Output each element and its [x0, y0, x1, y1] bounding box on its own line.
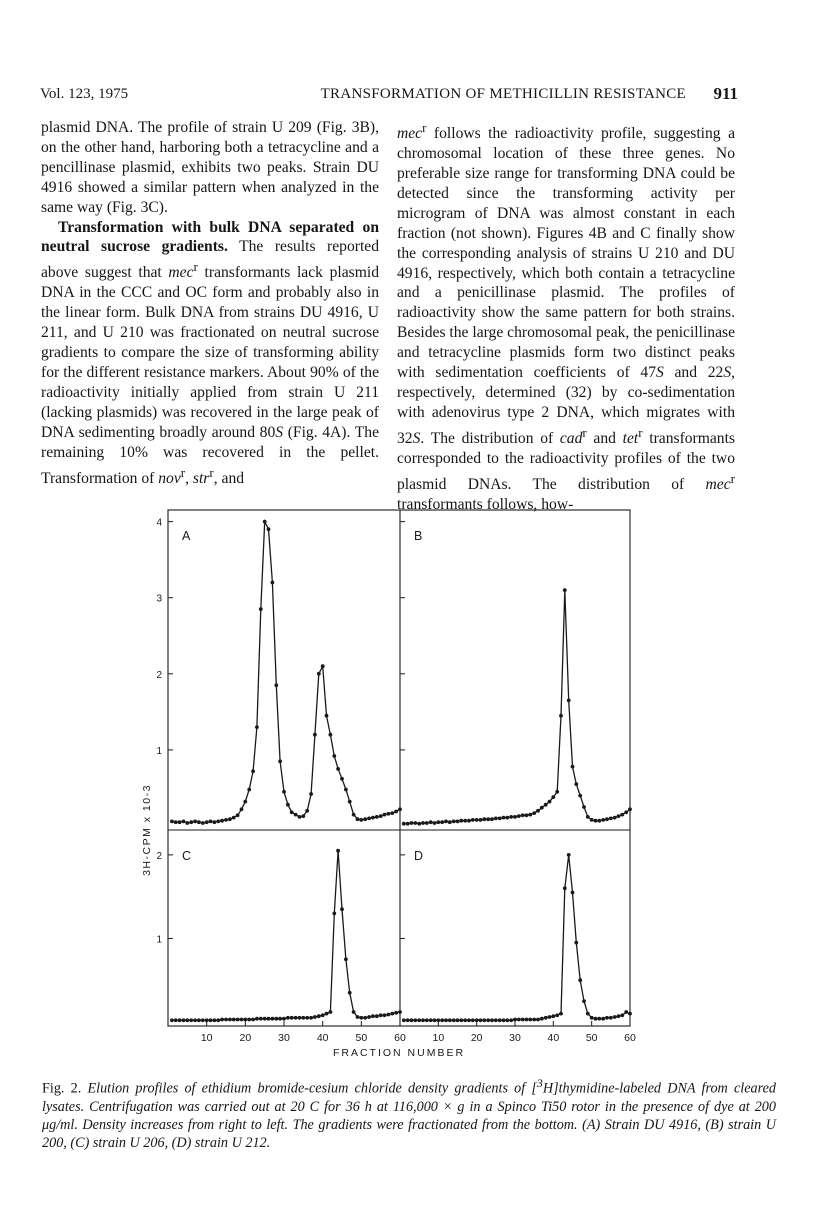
data-point	[325, 1012, 329, 1016]
x-tick-label: 50	[355, 1032, 368, 1044]
series-line-C	[172, 851, 400, 1021]
data-point	[278, 1017, 282, 1021]
data-point	[232, 1018, 236, 1022]
x-tick-label: 10	[432, 1032, 445, 1044]
data-point	[425, 1018, 429, 1022]
x-tick-label: 50	[585, 1032, 598, 1044]
data-point	[567, 853, 571, 857]
data-point	[189, 820, 193, 824]
y-tick-label: 2	[156, 850, 162, 862]
data-point	[185, 821, 189, 825]
data-point	[259, 607, 263, 611]
x-tick-label: 20	[239, 1032, 252, 1044]
data-point	[390, 1012, 394, 1016]
data-point	[567, 699, 571, 703]
data-point	[286, 1016, 290, 1020]
data-point	[348, 991, 352, 995]
data-point	[240, 1018, 244, 1022]
data-point	[540, 806, 544, 810]
data-point	[452, 820, 456, 824]
data-point	[559, 714, 563, 718]
panel-label: B	[414, 529, 423, 543]
data-point	[274, 1017, 278, 1021]
data-point	[594, 819, 598, 823]
data-point	[544, 1016, 548, 1020]
x-tick-label: 30	[509, 1032, 521, 1044]
data-point	[387, 1013, 391, 1017]
data-point	[548, 1015, 552, 1019]
data-point	[620, 813, 624, 817]
data-point	[555, 790, 559, 794]
data-point	[609, 1016, 613, 1020]
data-point	[505, 1018, 509, 1022]
data-point	[394, 810, 398, 814]
data-point	[359, 1016, 363, 1020]
data-point	[267, 1017, 271, 1021]
data-point	[305, 1016, 309, 1020]
data-point	[613, 1015, 617, 1019]
data-point	[213, 820, 217, 824]
data-point	[517, 1018, 521, 1022]
data-point	[367, 817, 371, 821]
data-point	[433, 821, 437, 825]
data-point	[220, 819, 224, 823]
data-point	[440, 1018, 444, 1022]
data-point	[352, 813, 356, 817]
data-point	[371, 1014, 375, 1018]
data-point	[532, 1018, 536, 1022]
data-point	[494, 1018, 498, 1022]
data-point	[247, 1018, 251, 1022]
data-point	[494, 817, 498, 821]
right-column	[397, 118, 735, 515]
data-point	[571, 765, 575, 769]
data-point	[243, 1018, 247, 1022]
panel-label: A	[182, 529, 191, 543]
data-point	[251, 1018, 255, 1022]
data-point	[170, 820, 174, 824]
data-point	[597, 819, 601, 823]
data-point	[232, 816, 236, 820]
data-point	[371, 816, 375, 820]
data-point	[340, 777, 344, 781]
data-point	[421, 821, 425, 825]
data-point	[375, 1014, 379, 1018]
data-point	[425, 821, 429, 825]
data-point	[628, 1012, 632, 1016]
data-point	[521, 1018, 525, 1022]
data-point	[305, 809, 309, 813]
data-point	[209, 820, 213, 824]
data-point	[182, 1018, 186, 1022]
data-point	[216, 820, 220, 824]
data-point	[294, 1016, 298, 1020]
data-point	[590, 1016, 594, 1020]
data-point	[329, 733, 333, 737]
data-point	[574, 782, 578, 786]
data-point	[471, 818, 475, 822]
data-point	[597, 1017, 601, 1021]
data-point	[201, 821, 205, 825]
data-point	[340, 907, 344, 911]
data-point	[390, 811, 394, 815]
data-point	[367, 1015, 371, 1019]
data-point	[290, 810, 294, 814]
data-point	[574, 941, 578, 945]
data-point	[513, 1018, 517, 1022]
data-point	[309, 792, 313, 796]
data-point	[482, 817, 486, 821]
data-point	[309, 1016, 313, 1020]
data-point	[383, 813, 387, 817]
data-point	[617, 1014, 621, 1018]
paragraph-continuation: plasmid DNA. The profile of strain U 209 (Fig. 3B), on the other hand, harboring both a tetracycline and a pencillinase plasmid, exhibits two peaks. Strain DU 4916 showed a similar pattern when analyzed in the same way (Fig. 3C).	[41, 119, 379, 216]
data-point	[298, 1016, 302, 1020]
data-point	[205, 1018, 209, 1022]
data-point	[336, 767, 340, 771]
data-point	[417, 822, 421, 826]
data-point	[410, 821, 414, 825]
journal-volume: Vol. 123, 1975	[40, 86, 129, 102]
data-point	[174, 1018, 178, 1022]
data-point	[521, 813, 525, 817]
data-point	[413, 821, 417, 825]
data-point	[228, 1018, 232, 1022]
data-point	[479, 818, 483, 822]
data-point	[594, 1017, 598, 1021]
data-point	[329, 1010, 333, 1014]
y-tick-label: 2	[156, 669, 162, 681]
data-point	[247, 788, 251, 792]
paragraph-right: mec$^r$ follows the radioactivity profile, suggesting a chromosomal location of these three genes. No preferable size range for transforming DNA could be detected since the transforming activity per microgram of DNA was almost constant in each fraction (not shown). Figures 4B and C finally show the corresponding analysis of strains U 210 and DU 4916, respectively, which both contain a tetracycline and a penicillinase plasmid. The profiles of radioactivity show the same pattern for both strains. Besides the large chromosomal peak, the penicillinase and tetracycline plasmids form two distinct peaks with sedimentation coefficients of 47S and 22S, respectively, determined (32) by co-sedimentation with adenovirus type 2 DNA, which migrates with 32S. The distribution of cad$^r$ and tet$^r$ transformants corresponded to the radioactivity profiles of the two plasmid DNAs. The distribution of mec$^r$ transformants follows, how-	[397, 120, 736, 513]
plot-frame	[168, 510, 630, 1026]
series-line-B	[404, 590, 630, 824]
y-axis-title: 3H-CPM x 10-3	[141, 784, 153, 876]
data-point	[255, 725, 259, 729]
data-point	[490, 1018, 494, 1022]
section-heading: Transformation with bulk DNA separated on neutral sucrose gradients.	[41, 218, 379, 256]
data-point	[406, 1018, 410, 1022]
data-point	[459, 819, 463, 823]
data-point	[490, 817, 494, 821]
data-point	[193, 1018, 197, 1022]
data-point	[259, 1017, 263, 1021]
data-point	[379, 814, 383, 818]
data-point	[628, 807, 632, 811]
data-point	[344, 957, 348, 961]
figure-2	[130, 505, 650, 1065]
data-point	[402, 1018, 406, 1022]
data-point	[463, 819, 467, 823]
data-point	[321, 1013, 325, 1017]
y-tick-label: 1	[156, 934, 162, 946]
data-point	[359, 818, 363, 822]
data-point	[456, 820, 460, 824]
data-point	[436, 820, 440, 824]
data-point	[406, 822, 410, 826]
data-point	[417, 1018, 421, 1022]
data-point	[332, 754, 336, 758]
data-point	[282, 1017, 286, 1021]
data-point	[467, 1018, 471, 1022]
data-point	[197, 1018, 201, 1022]
data-point	[509, 1018, 513, 1022]
y-tick-label: 1	[156, 745, 162, 757]
data-point	[578, 978, 582, 982]
data-point	[517, 814, 521, 818]
data-point	[278, 759, 282, 763]
x-tick-label: 20	[470, 1032, 483, 1044]
data-point	[209, 1018, 213, 1022]
figure-caption: Fig. 2. Elution profiles of ethidium bromide-cesium chloride density gradients of [$^3$H]thymidine-labeled DNA from cleared lysates. Centrifugation was carried out at 20 C for 36 h at 116,000 × g in a Spinco Ti50 rotor in the presence of dye at 200 μg/ml. Density increases from right to left. The gradients were fractionated from the bottom. (A) Strain DU 4916, (B) strain U 200, (C) strain U 206, (D) strain U 212.	[42, 1076, 776, 1152]
series-line-D	[404, 855, 630, 1020]
data-point	[387, 812, 391, 816]
data-point	[213, 1018, 217, 1022]
data-point	[294, 813, 298, 817]
data-point	[274, 683, 278, 687]
data-point	[582, 999, 586, 1003]
data-point	[301, 814, 305, 818]
data-point	[240, 807, 244, 811]
data-point	[394, 1011, 398, 1015]
data-point	[170, 1018, 174, 1022]
data-point	[578, 794, 582, 798]
data-point	[601, 1017, 605, 1021]
data-point	[525, 1018, 529, 1022]
data-point	[363, 1016, 367, 1020]
caption-lead: Fig. 2.	[42, 1080, 82, 1097]
data-point	[174, 820, 178, 824]
data-point	[452, 1018, 456, 1022]
data-point	[185, 1018, 189, 1022]
x-tick-label: 40	[547, 1032, 560, 1044]
data-point	[313, 733, 317, 737]
data-point	[383, 1013, 387, 1017]
data-point	[433, 1018, 437, 1022]
data-point	[540, 1017, 544, 1021]
data-point	[513, 815, 517, 819]
data-point	[263, 1017, 267, 1021]
data-point	[178, 1018, 182, 1022]
data-point	[189, 1018, 193, 1022]
data-point	[475, 818, 479, 822]
data-point	[402, 822, 406, 826]
data-point	[509, 815, 513, 819]
data-point	[590, 818, 594, 822]
data-point	[467, 819, 471, 823]
data-point	[536, 1018, 540, 1022]
data-point	[290, 1016, 294, 1020]
data-point	[282, 790, 286, 794]
data-point	[243, 800, 247, 804]
data-point	[429, 1018, 433, 1022]
data-point	[563, 588, 567, 592]
data-point	[197, 820, 201, 824]
data-point	[613, 816, 617, 820]
data-point	[352, 1010, 356, 1014]
elution-profile-chart	[130, 505, 650, 1065]
data-point	[228, 817, 232, 821]
data-point	[505, 816, 509, 820]
data-point	[317, 672, 321, 676]
data-point	[216, 1018, 220, 1022]
data-point	[182, 820, 186, 824]
data-point	[321, 664, 325, 668]
data-point	[205, 820, 209, 824]
data-point	[586, 1012, 590, 1016]
data-point	[555, 1013, 559, 1017]
data-point	[236, 813, 240, 817]
data-point	[271, 581, 275, 585]
data-point	[532, 811, 536, 815]
data-point	[559, 1012, 563, 1016]
x-tick-label: 60	[394, 1032, 406, 1044]
x-axis-title: FRACTION NUMBER	[332, 1047, 466, 1059]
data-point	[356, 817, 360, 821]
data-point	[479, 1018, 483, 1022]
data-point	[436, 1018, 440, 1022]
data-point	[263, 520, 267, 524]
data-point	[605, 817, 609, 821]
paragraph-transformation-sucrose: Transformation with bulk DNA separated on neutral sucrose gradients. The results reported above suggest that mec$^r$ transformants lack plasmid DNA in the CCC and OC form and probably also in the linear form. Bulk DNA from strains DU 4916, U 211, and U 210 was fractionated on neutral sucrose gradients to compare the size of transforming ability for the different resistance markers. About 90% of the radioactivity initially applied from strain U 211 (lacking plasmids) was recovered in the large peak of DNA sedimenting broadly around 80S (Fig. 4A). The remaining 10% was recovered in the pellet. Transformation of nov$^r$, str$^r$, and	[41, 218, 379, 487]
data-point	[528, 1018, 532, 1022]
data-point	[624, 1010, 628, 1014]
x-tick-label: 40	[316, 1032, 329, 1044]
data-point	[551, 795, 555, 799]
data-point	[586, 815, 590, 819]
data-point	[440, 820, 444, 824]
data-point	[178, 820, 182, 824]
data-point	[193, 820, 197, 824]
data-point	[498, 817, 502, 821]
data-point	[201, 1018, 205, 1022]
x-tick-label: 60	[624, 1032, 636, 1044]
data-point	[363, 817, 367, 821]
running-title: TRANSFORMATION OF METHICILLIN RESISTANCE	[320, 86, 686, 102]
data-point	[444, 1018, 448, 1022]
data-point	[448, 820, 452, 824]
data-point	[486, 1018, 490, 1022]
data-point	[482, 1018, 486, 1022]
panel-label: C	[182, 849, 192, 863]
data-point	[429, 820, 433, 824]
data-point	[486, 817, 490, 821]
data-point	[551, 1014, 555, 1018]
page-header	[40, 86, 738, 108]
x-tick-label: 30	[278, 1032, 290, 1044]
data-point	[571, 891, 575, 895]
data-point	[536, 809, 540, 813]
page-number: 911	[713, 84, 738, 103]
data-point	[502, 1018, 506, 1022]
data-point	[255, 1017, 259, 1021]
data-point	[444, 820, 448, 824]
data-point	[398, 807, 402, 811]
data-point	[317, 1014, 321, 1018]
data-point	[448, 1018, 452, 1022]
data-point	[498, 1018, 502, 1022]
data-point	[251, 769, 255, 773]
data-point	[271, 1017, 275, 1021]
data-point	[348, 800, 352, 804]
data-point	[375, 815, 379, 819]
panel-label: D	[414, 849, 424, 863]
data-point	[356, 1015, 360, 1019]
data-point	[601, 818, 605, 822]
data-point	[220, 1018, 224, 1022]
data-point	[475, 1018, 479, 1022]
data-point	[410, 1018, 414, 1022]
data-point	[236, 1018, 240, 1022]
x-tick-label: 10	[200, 1032, 213, 1044]
data-point	[624, 810, 628, 814]
data-point	[286, 803, 290, 807]
data-point	[502, 816, 506, 820]
data-point	[298, 815, 302, 819]
data-point	[463, 1018, 467, 1022]
data-point	[528, 813, 532, 817]
data-point	[563, 886, 567, 890]
data-point	[413, 1018, 417, 1022]
y-tick-label: 4	[156, 517, 162, 529]
data-point	[459, 1018, 463, 1022]
data-point	[336, 849, 340, 853]
data-point	[609, 817, 613, 821]
data-point	[332, 912, 336, 916]
data-point	[379, 1013, 383, 1017]
series-line-A	[172, 522, 400, 823]
left-column	[41, 118, 379, 489]
y-tick-label: 3	[156, 593, 162, 605]
data-point	[548, 800, 552, 804]
data-point	[456, 1018, 460, 1022]
data-point	[544, 803, 548, 807]
data-point	[398, 1010, 402, 1014]
data-point	[267, 527, 271, 531]
data-point	[605, 1016, 609, 1020]
data-point	[471, 1018, 475, 1022]
data-point	[525, 813, 529, 817]
data-point	[617, 814, 621, 818]
data-point	[344, 788, 348, 792]
data-point	[224, 818, 228, 822]
data-point	[313, 1015, 317, 1019]
data-point	[582, 805, 586, 809]
data-point	[325, 714, 329, 718]
data-point	[301, 1016, 305, 1020]
data-point	[421, 1018, 425, 1022]
data-point	[620, 1013, 624, 1017]
data-point	[224, 1018, 228, 1022]
